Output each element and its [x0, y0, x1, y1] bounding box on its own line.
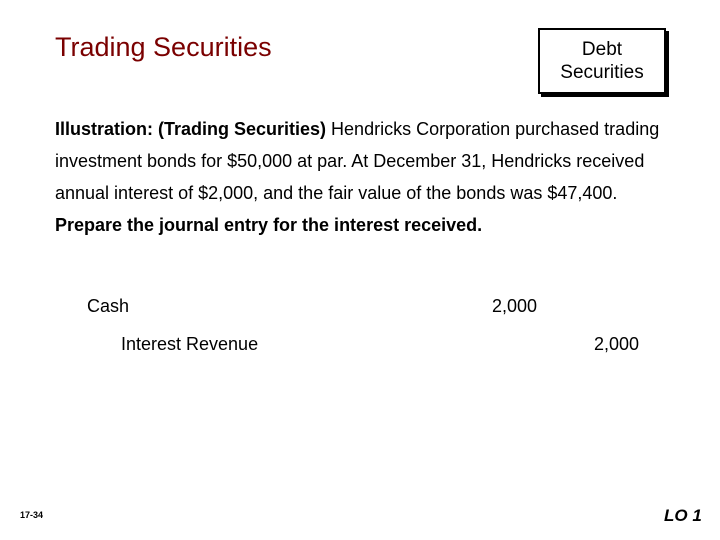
topic-tag-line-2: Securities — [560, 62, 644, 83]
illustration-paragraph — [55, 113, 675, 241]
journal-debit-account: Cash — [87, 296, 130, 316]
slide-title: Trading Securities — [55, 32, 272, 62]
learning-objective: LO 1 — [664, 506, 702, 525]
illustration-body: Hendricks Corporation purchased trading investment bonds for $50,000 at par. At December 31, Hendricks received annual interest of $2,000, and the fair value of the bonds was $47,400. — [55, 119, 660, 203]
topic-tag-box — [538, 28, 666, 94]
slide-number: 17-34 — [20, 510, 44, 520]
illustration-instruction: Prepare the journal entry for the interest received. — [55, 215, 483, 235]
topic-tag-line-1: Debt — [581, 39, 623, 60]
journal-credit-account: Interest Revenue — [121, 334, 259, 354]
illustration-lead: Illustration: (Trading Securities) — [55, 119, 327, 139]
journal-debit-amount: 2,000 — [492, 296, 538, 316]
journal-credit-amount: 2,000 — [594, 334, 640, 354]
